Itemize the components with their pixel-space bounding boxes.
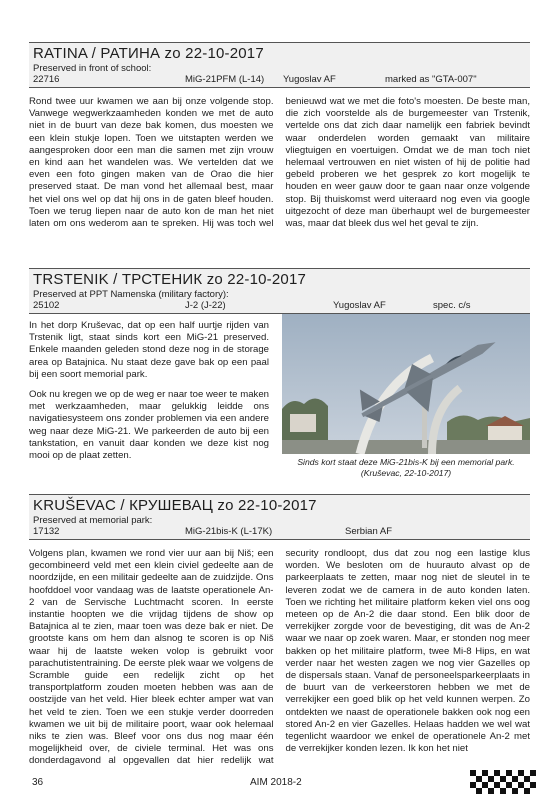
operator: Serbian AF	[345, 526, 392, 537]
aircraft-type: J-2 (J-22)	[185, 300, 226, 311]
serial: 22716	[33, 74, 60, 85]
aircraft-type: MiG-21bis-K (L-17K)	[185, 526, 273, 537]
serial: 17132	[33, 526, 60, 537]
section-header	[29, 42, 530, 88]
article-body	[29, 320, 269, 462]
serial: 25102	[33, 300, 60, 311]
paragraph: Volgens plan, kwamen we rond vier uur aan bij Niš; een gecombineerd veld met een klein civiel gedeelte aan de noordzijde, en een militair gedeelte aan de zuidzijde. Ons hoofddoel voor vandaag was de laatste operationele An-2 van de Servische Luchtmacht scoren. In eerste instantie hoopten we die vrijdag tijdens de show op Batajnica al te zien, maar toen was deze bak er niet. De grootste kans om hem dan alsnog te scoren is op Niš waar hij de laatste weken volop is gebruikt voor parachutistentraining. De eerste plek waar we volgens de Scramble guide een redelijk zicht op het transportplatform zouden moeten hebben was aan de oostzijde van het veld. Hier bleek echter amper wat van het veld te zien. Toen we een stukje verder doorreden kwamen we uit bij de militaire poort, waar ook helemaal niks te zien was. Bleef voor ons dus nog maar één mogelijkheid over, de civiele terminal. Het was ons donderdagavond al opgevallen dat hier redelijk wat security rondloopt, dus dat zou nog een lastige klus worden. We besloten om de huurauto alvast op de parkeerplaats te zetten, maar nog niet de sleutel in te leveren zodat we de camera in de auto konden laten. Toen we richting het militaire platform keken viel ons oog meteen op de An-2 die daar stond. Een blik door de verrekijker zorgde voor de bevestiging, dit was de An-2 waar we naar op zoek waren. Maar, er stonden nog meer bakken op het militaire platform, twee Mi-8 Hips, en wat verder naar het westen zagen we nog vier Gazelles op de dispersals staan. Vanaf de personeelsparkeerplaats in de buurt van de verkeerstoren hebben we met de verrekijker een goed blik op het veld kunnen werpen. Zo ontdekten we naast de operationele bakken ook nog een stored An-2 en vier Gazelles. Helaas hadden we wel wat tegenlicht waardoor we enkel de operationele An-2 met de verrekijker konden lezen. Ik kon het niet	[29, 548, 530, 767]
paragraph: Rond twee uur kwamen we aan bij onze volgende stop. Vanwege wegwerkzaamheden konden we met de auto niet in de buurt van deze bak komen, dus moesten we een klein stukje lopen. Toen we uitstapten werden we aangesproken door een man die samen met zijn vrouw en kind aan het wandelen was. We vertelden dat we even een foto gingen maken van de Orao die hier preserved staat. De man vond het allemaal best, maar het viel ons wel op dat hij ons in de gaten bleef houden. Toen we terug liepen naar de auto kon de man het niet laten om ons wederom aan te spreken. Hij was toch wel benieuwd wat we met die foto's moesten. De beste man, die zich voorstelde als de burgemeester van Trstenik, vertelde ons dat zich daar namelijk een fabriek bevindt waar onderdelen worden gemaakt van militaire vliegtuigen en voertuigen. Omdat we de man toch niet helemaal vertrouwen en niet wisten of hij de politie had gebeld proberen we het gesprek zo kort mogelijk te houden en weer gauw door te gaan naar onze volgende stop. Bij thuiskomst werd uiteraard nog even via google uitgezocht of deze man überhaupt wel de burgemeester was, maar dat bleek dus wel het geval te zijn.	[29, 96, 530, 230]
section-subtitle: Preserved in front of school:	[33, 63, 152, 74]
page-footer	[32, 777, 499, 789]
section-subtitle: Preserved at PPT Namenska (military factory):	[33, 289, 229, 300]
section-title: TRSTENIK / ТРСТЕНИК zo 22-10-2017	[33, 271, 307, 288]
section-subtitle: Preserved at memorial park:	[33, 515, 153, 526]
operator: Yugoslav AF	[283, 74, 336, 85]
article-body	[29, 548, 530, 768]
article-body	[29, 96, 530, 230]
aircraft-type: MiG-21PFM (L-14)	[185, 74, 265, 85]
magazine-issue: AIM 2018-2	[250, 777, 302, 788]
section-trstenik	[29, 268, 530, 478]
operator: Yugoslav AF	[333, 300, 386, 311]
section-ratina	[29, 42, 530, 230]
note: spec. c/s	[433, 300, 471, 311]
aircraft-row	[33, 300, 526, 312]
caption-line: Sinds kort staat deze MiG-21bis-K bij een memorial park.	[297, 457, 515, 467]
section-title: RATINA / РАТИНА zo 22-10-2017	[33, 45, 264, 62]
photo-caption	[282, 457, 530, 478]
aircraft-row	[33, 74, 526, 86]
page-number: 36	[32, 777, 44, 788]
mig21-photo	[282, 314, 530, 454]
section-title: KRUŠEVAC / КРУШЕВАЦ zo 22-10-2017	[33, 497, 317, 514]
checkerboard-decoration	[470, 770, 536, 799]
caption-line: (Kruševac, 22-10-2017)	[360, 467, 452, 478]
paragraph: In het dorp Kruševac, dat op een half uurtje rijden van Trstenik ligt, staat sinds kort een MiG-21 preserved. Enkele maanden geleden stond deze nog in de storage area op Batajnica. Nu staat deze gave bak op een paal bij een soort memorial park.	[29, 320, 269, 380]
section-header	[29, 494, 530, 540]
paragraph: Ook nu kregen we op de weg er naar toe weer te maken met werkzaamheden, maar gelukkig leidde ons navigatiesysteem ons zonder problemen via een andere weg naar deze MiG-21. We parkeerden de auto bij een tankstation, en vanuit daar konden we deze kist nog mooi op de plaat zetten.	[29, 389, 269, 462]
section-krusevac	[29, 494, 530, 768]
section-header	[29, 268, 530, 314]
aircraft-row	[33, 526, 526, 538]
note: marked as "GTA-007"	[385, 74, 477, 85]
